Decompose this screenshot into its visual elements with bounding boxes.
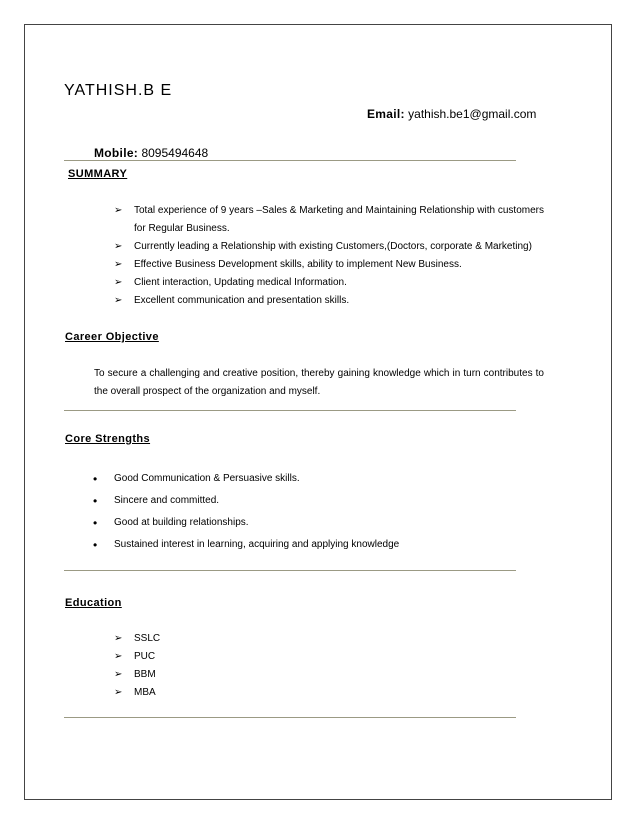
- education-item-text: SSLC: [134, 633, 161, 644]
- list-item: [114, 648, 314, 666]
- mobile-line: [94, 146, 208, 160]
- summary-list: [114, 202, 544, 310]
- list-item: [114, 202, 544, 238]
- email-line: [367, 107, 536, 121]
- candidate-name: YATHISH.B E: [64, 82, 173, 99]
- divider: [64, 160, 516, 161]
- list-item: [114, 274, 544, 292]
- strength-item-text: Sustained interest in learning, acquiring and applying knowledge: [114, 539, 400, 550]
- arrow-bullet-icon: ➢: [114, 241, 123, 252]
- education-item-text: PUC: [134, 651, 156, 662]
- summary-item-text: Total experience of 9 years –Sales & Marketing and Maintaining Relationship with customers for Regular Business.: [134, 205, 544, 234]
- list-item: [114, 684, 314, 702]
- list-item: [93, 472, 533, 494]
- arrow-bullet-icon: ➢: [114, 295, 123, 306]
- divider: [64, 717, 516, 718]
- page-border: [24, 24, 612, 800]
- core-strengths-list: [93, 472, 533, 560]
- summary-item-text: Excellent communication and presentation skills.: [134, 295, 350, 306]
- list-item: [93, 538, 533, 560]
- divider: [64, 570, 516, 571]
- list-item: [114, 666, 314, 684]
- core-strengths-heading: Core Strengths: [65, 433, 151, 445]
- arrow-bullet-icon: ➢: [114, 633, 123, 644]
- education-heading: Education: [65, 597, 122, 609]
- summary-item-text: Client interaction, Updating medical Information.: [134, 277, 347, 288]
- education-item-text: MBA: [134, 687, 156, 698]
- dot-bullet-icon: •: [93, 494, 98, 508]
- arrow-bullet-icon: ➢: [114, 651, 123, 662]
- email-label: Email:: [367, 107, 405, 121]
- education-list: [114, 630, 314, 702]
- list-item: [114, 630, 314, 648]
- list-item: [114, 292, 544, 310]
- arrow-bullet-icon: ➢: [114, 259, 123, 270]
- list-item: [93, 516, 533, 538]
- summary-heading: SUMMARY: [68, 168, 128, 180]
- arrow-bullet-icon: ➢: [114, 669, 123, 680]
- career-objective-text: To secure a challenging and creative position, thereby gaining knowledge which in turn contributes to the overall prospect of the organization and myself.: [94, 368, 544, 397]
- divider: [64, 410, 516, 411]
- education-item-text: BBM: [134, 669, 156, 680]
- summary-item-text: Currently leading a Relationship with existing Customers,(Doctors, corporate & Marketing): [134, 241, 532, 252]
- strength-item-text: Sincere and committed.: [114, 495, 220, 506]
- mobile-value: 8095494648: [141, 146, 209, 160]
- list-item: [114, 256, 544, 274]
- arrow-bullet-icon: ➢: [114, 205, 123, 216]
- summary-item-text: Effective Business Development skills, ability to implement New Business.: [134, 259, 462, 270]
- career-objective-heading: Career Objective: [65, 331, 159, 343]
- dot-bullet-icon: •: [93, 472, 98, 486]
- list-item: [114, 238, 544, 256]
- list-item: [93, 494, 533, 516]
- arrow-bullet-icon: ➢: [114, 277, 123, 288]
- mobile-label: Mobile:: [94, 146, 139, 160]
- dot-bullet-icon: •: [93, 538, 98, 552]
- email-value: yathish.be1@gmail.com: [408, 107, 537, 121]
- strength-item-text: Good at building relationships.: [114, 517, 249, 528]
- dot-bullet-icon: •: [93, 516, 98, 530]
- arrow-bullet-icon: ➢: [114, 687, 123, 698]
- strength-item-text: Good Communication & Persuasive skills.: [114, 473, 300, 484]
